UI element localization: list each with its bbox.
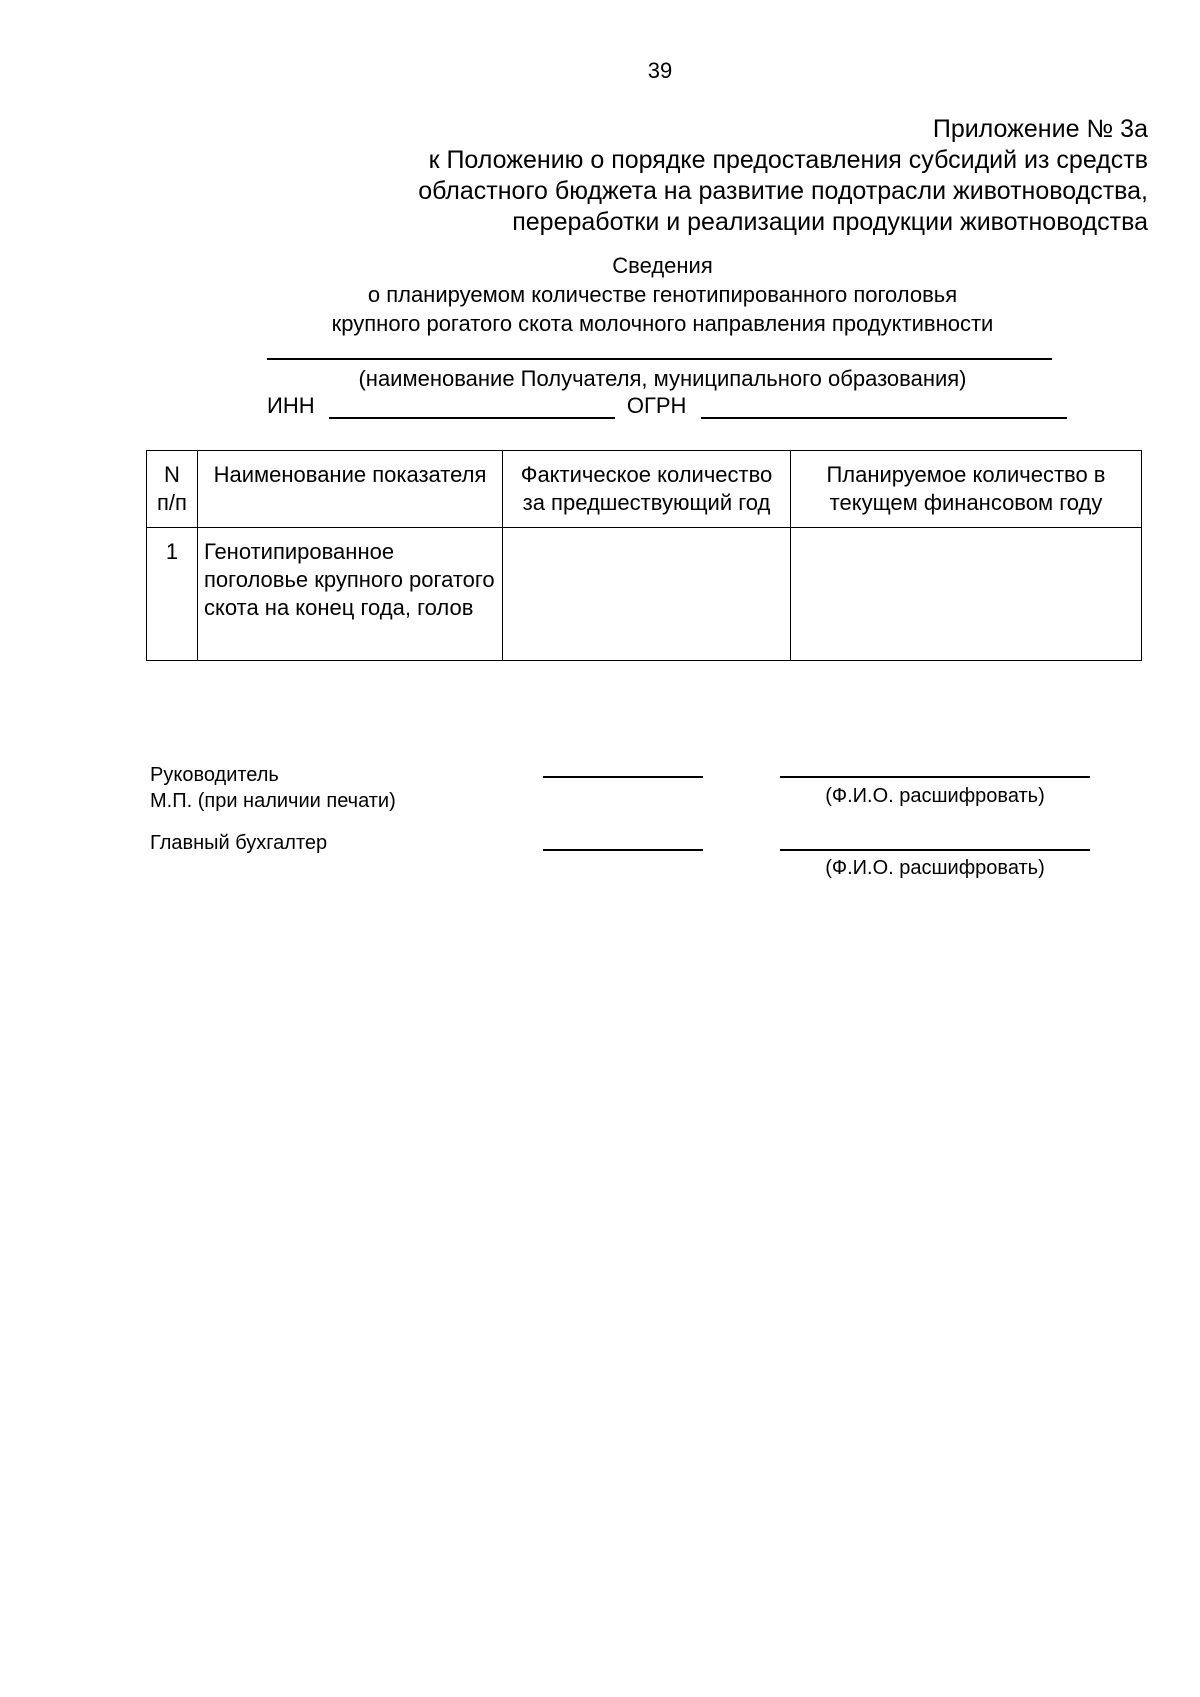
- row-number: 1: [147, 528, 198, 661]
- head-signature-line[interactable]: [543, 776, 703, 778]
- table-row: [147, 528, 1142, 661]
- accountant-label: Главный бухгалтер: [150, 832, 328, 854]
- accountant-name-caption: (Ф.И.О. расшифровать): [825, 857, 1045, 879]
- appendix-header: [248, 114, 1148, 238]
- stamp-label: М.П. (при наличии печати): [150, 790, 396, 812]
- ogrn-label: ОГРН: [626, 393, 687, 418]
- appendix-line: переработки и реализации продукции животноводства: [512, 208, 1148, 236]
- accountant-signature-labels: [150, 830, 327, 856]
- accountant-name-line[interactable]: [780, 849, 1090, 851]
- page-number: 39: [647, 58, 673, 83]
- recipient-name-line[interactable]: [267, 358, 1052, 360]
- table-header-cell: Фактическое количество за предшествующий год: [503, 451, 791, 528]
- inn-label: ИНН: [267, 393, 315, 418]
- head-name-line[interactable]: [780, 776, 1090, 778]
- data-table: [146, 450, 1142, 661]
- inn-field-line[interactable]: [329, 393, 615, 419]
- document-subtitle: о планируемом количестве генотипированного поголовья: [367, 282, 958, 307]
- appendix-line: областного бюджета на развитие подотрасли животноводства,: [418, 177, 1148, 205]
- appendix-title: Приложение № 3а: [932, 115, 1148, 143]
- indicator-name: Генотипированное поголовье крупного рогатого скота на конец года, голов: [198, 528, 503, 661]
- ids-row: [267, 393, 1057, 419]
- appendix-line: к Положению о порядке предоставления субсидий из средств: [428, 146, 1148, 174]
- head-signature-labels: [150, 762, 396, 814]
- table-header-row: [147, 451, 1142, 528]
- planned-value-cell[interactable]: [791, 528, 1142, 661]
- document-subtitle: крупного рогатого скота молочного направления продуктивности: [331, 311, 994, 336]
- document-title: Сведения: [612, 253, 713, 278]
- document-heading: [0, 251, 1200, 338]
- accountant-signature-line[interactable]: [543, 849, 703, 851]
- table-header-cell: Планируемое количество в текущем финансовом году: [791, 451, 1142, 528]
- head-label: Руководитель: [150, 764, 279, 786]
- actual-value-cell[interactable]: [503, 528, 791, 661]
- table-header-cell: Наименование показателя: [198, 451, 503, 528]
- table-header-cell: N п/п: [147, 451, 198, 528]
- ogrn-field-line[interactable]: [701, 393, 1067, 419]
- head-name-caption: (Ф.И.О. расшифровать): [825, 785, 1045, 807]
- recipient-caption: (наименование Получателя, муниципального образования): [358, 366, 967, 391]
